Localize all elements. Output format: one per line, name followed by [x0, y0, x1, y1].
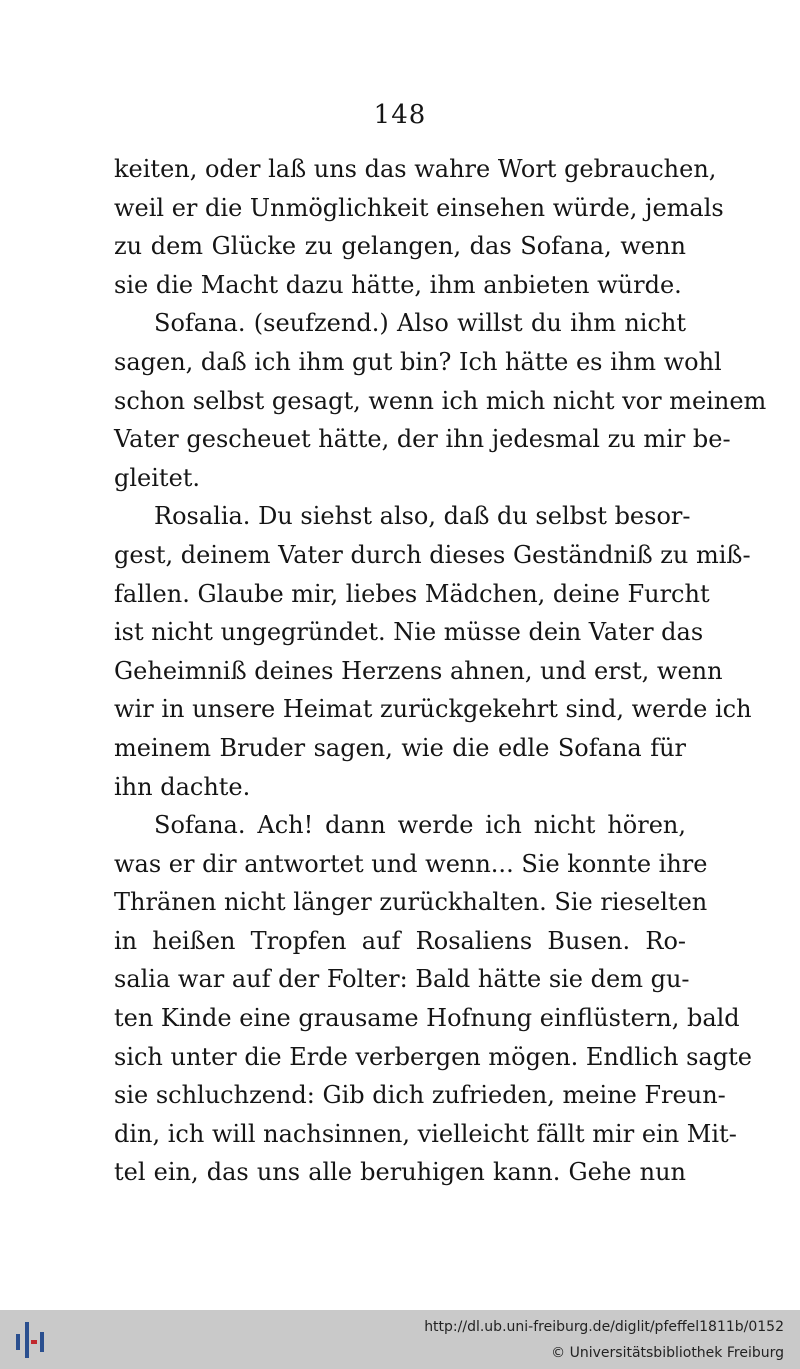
text-line: weil er die Unmöglichkeit einsehen würde, jemals	[114, 193, 724, 222]
text-line: tel ein, das uns alle beruhigen kann. Gehe nun	[114, 1158, 686, 1187]
text-line: Thränen nicht länger zurückhalten. Sie rieselten	[114, 888, 708, 917]
text-line: din, ich will nachsinnen, vielleicht fällt mir ein Mit-	[114, 1119, 737, 1148]
text-line: sie schluchzend: Gib dich zufrieden, meine Freun-	[114, 1081, 726, 1110]
text-line: sagen, daß ich ihm gut bin? Ich hätte es ihm wohl	[114, 347, 722, 376]
footer-copyright: © Universitätsbibliothek Freiburg	[551, 1345, 784, 1361]
text-line: Sofana. Ach! dann werde ich nicht hören,	[154, 811, 686, 840]
text-line: keiten, oder laß uns das wahre Wort gebrauchen,	[114, 155, 717, 183]
text-line: ihn dachte.	[114, 772, 251, 801]
text-line: zu dem Glücke zu gelangen, das Sofana, wenn	[114, 232, 686, 261]
text-line: salia war auf der Folter: Bald hätte sie dem gu-	[114, 965, 690, 994]
text-line: Rosalia. Du siehst also, daß du selbst besor-	[154, 502, 691, 531]
text-line: wir in unsere Heimat zurückgekehrt sind, werde ich	[114, 695, 752, 724]
text-line: ten Kinde eine grausame Hofnung einflüstern, bald	[114, 1004, 740, 1033]
text-line: gest, deinem Vater durch dieses Geständniß zu miß-	[114, 540, 751, 569]
footer-url-link[interactable]: http://dl.ub.uni-freiburg.de/diglit/pfeffel1811b/0152	[424, 1319, 784, 1335]
ub-freiburg-logo-icon[interactable]	[12, 1318, 52, 1362]
text-line: schon selbst gesagt, wenn ich mich nicht vor meinem	[114, 386, 767, 415]
text-line: meinem Bruder sagen, wie die edle Sofana für	[114, 733, 686, 762]
page-number: 148	[373, 100, 427, 130]
text-line: Sofana. (seufzend.) Also willst du ihm nicht	[154, 309, 686, 338]
page-text	[114, 150, 767, 1192]
text-line: fallen. Glaube mir, liebes Mädchen, deine Furcht	[114, 579, 710, 608]
text-line: sich unter die Erde verbergen mögen. Endlich sagte	[114, 1042, 752, 1071]
text-line: ist nicht ungegründet. Nie müsse dein Vater das	[114, 618, 704, 647]
text-line: was er dir antwortet und wenn... Sie konnte ihre	[114, 849, 708, 878]
footer-bar	[0, 1310, 800, 1369]
text-line: sie die Macht dazu hätte, ihm anbieten würde.	[114, 270, 682, 299]
text-line: in heißen Tropfen auf Rosaliens Busen. Ro-	[114, 926, 686, 955]
text-line: Vater gescheuet hätte, der ihn jedesmal zu mir be-	[114, 425, 731, 454]
text-line: gleitet.	[114, 463, 201, 492]
text-line: Geheimniß deines Herzens ahnen, und erst, wenn	[114, 656, 723, 685]
